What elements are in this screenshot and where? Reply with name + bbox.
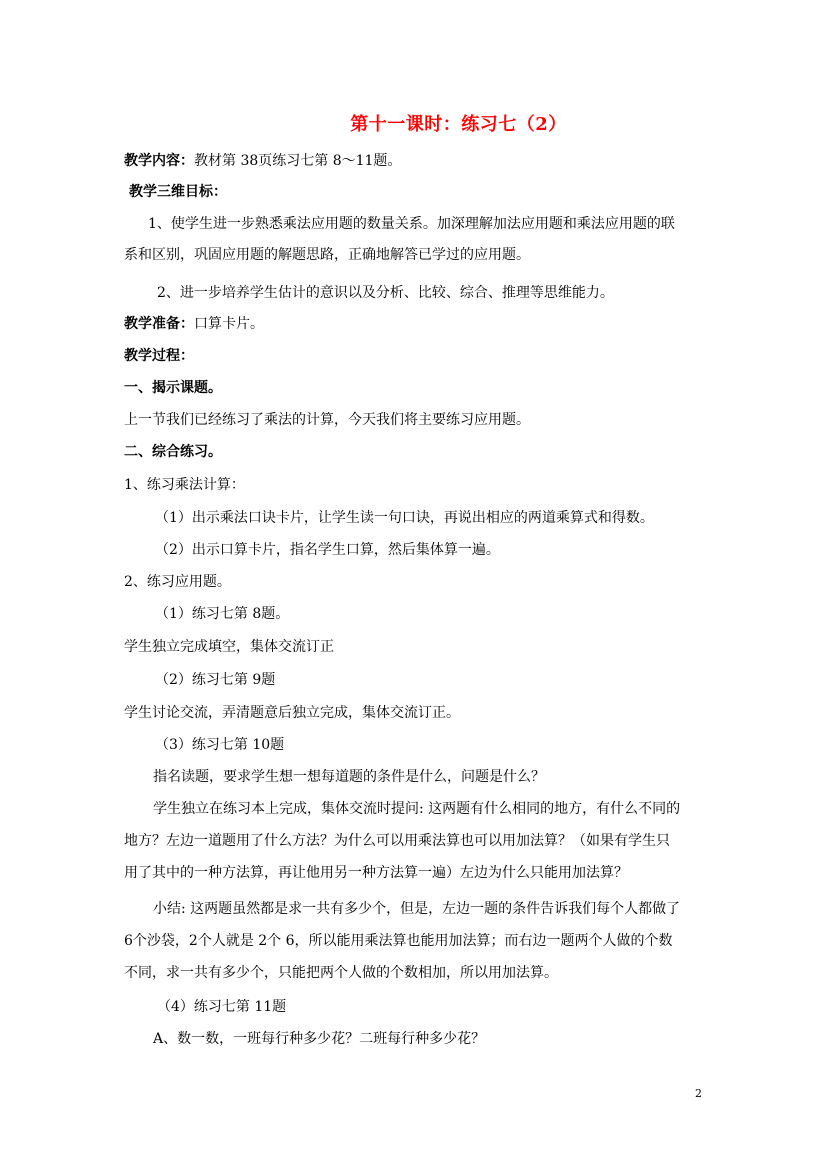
summary-line-1: 小结: 这两题虽然都是求一共有多少个，但是，左边一题的条件告诉我们每个人都做了 [153,901,681,917]
teaching-prep-text: 口算卡片。 [194,316,264,332]
item-2-3-text-1: 指名读题，要求学生想一想每道题的条件是什么，问题是什么？ [153,769,545,785]
goal-2: 2、进一步培养学生估计的意识以及分析、比较、综合、推理等思维能力。 [157,285,614,301]
page-title: 第十一课时：练习七（2） [350,114,567,135]
item-2-3-text-2-line-1: 学生独立在练习本上完成，集体交流时提问: 这两题有什么相同的地方，有什么不同的 [153,801,681,817]
item-2: 2、练习应用题。 [124,574,231,590]
item-2-2: （2）练习七第 9题 [155,672,276,688]
goal-1-line-1: 1、使学生进一步熟悉乘法应用题的数量关系。加深理解加法应用题和乘法应用题的联 [148,216,675,232]
section-1-heading: 一、揭示课题。 [124,380,222,396]
teaching-content-label: 教学内容： [124,153,194,169]
process-label: 教学过程： [124,348,194,364]
page-number: 2 [695,1087,702,1100]
item-1-2: （2）出示口算卡片，指名学生口算，然后集体算一遍。 [155,542,500,558]
item-1-1: （1）出示乘法口诀卡片，让学生读一句口诀，再说出相应的两道乘算式和得数。 [155,510,654,526]
section-1-text: 上一节我们已经练习了乘法的计算，今天我们将主要练习应用题。 [124,412,530,428]
goal-1-line-2: 系和区别，巩固应用题的解题思路，正确地解答已学过的应用题。 [124,247,530,263]
item-1: 1、练习乘法计算： [124,477,245,493]
item-2-4-text: A、数一数，一班每行种多少花？二班每行种多少花？ [153,1031,486,1047]
item-2-3-text-2-line-3: 用了其中的一种方法算，再让他用另一种方法算一遍）左边为什么只能用加法算？ [124,865,628,881]
item-2-4: （4）练习七第 11题 [157,999,287,1015]
item-2-1: （1）练习七第 8题。 [155,606,290,622]
teaching-content-text: 教材第 38页练习七第 8～11题。 [194,153,402,169]
teaching-prep-line [124,314,714,334]
item-2-1-text: 学生独立完成填空，集体交流订正 [124,639,334,655]
item-2-3: （3）练习七第 10题 [155,737,285,753]
goals-label: 教学三维目标： [129,184,227,200]
item-2-2-text: 学生讨论交流，弄清题意后独立完成，集体交流订正。 [124,705,460,721]
summary-line-3: 不同，求一共有多少个，只能把两个人做的个数相加，所以用加法算。 [124,965,558,981]
teaching-prep-label: 教学准备： [124,316,194,332]
item-2-3-text-2-line-2: 地方？左边一道题用了什么方法？为什么可以用乘法算也可以用加法算？（如果有学生只 [124,833,670,849]
section-2-heading: 二、综合练习。 [124,444,222,460]
summary-line-2: 6个沙袋，2个人就是 2个 6，所以能用乘法算也能用加法算；而右边一题两个人做的个数 [124,933,673,949]
teaching-content-line [124,151,714,171]
